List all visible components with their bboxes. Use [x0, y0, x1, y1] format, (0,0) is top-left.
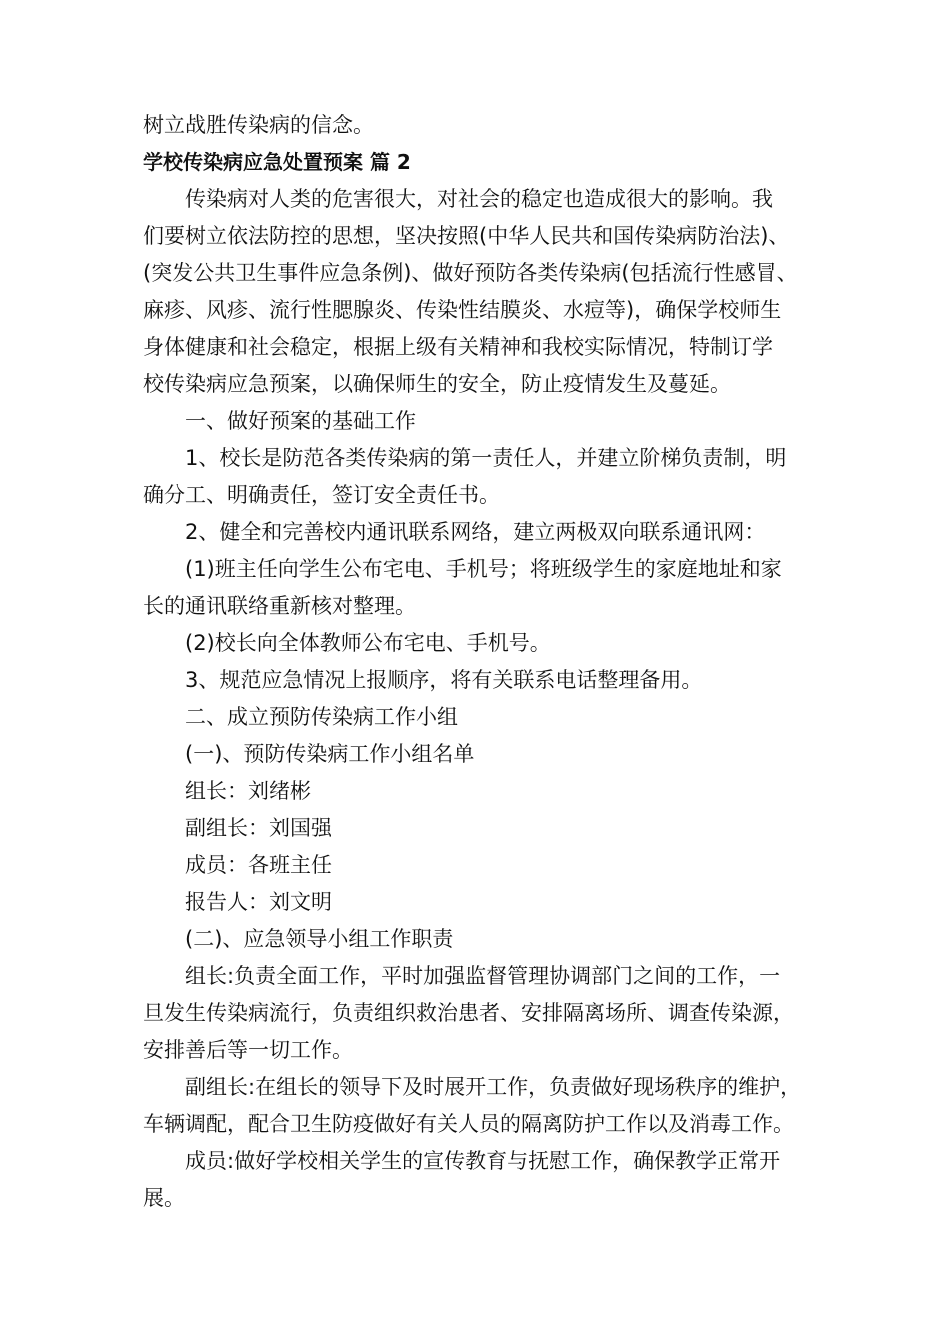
text-line: 校传染病应急预案，以确保师生的安全，防止疫情发生及蔓延。 — [143, 372, 731, 396]
text-line: 2、健全和完善校内通讯联系网络，建立两极双向联系通讯网： — [185, 520, 766, 544]
subheading-line: 一、做好预案的基础工作 — [185, 409, 416, 433]
text-line: 传染病对人类的危害很大，对社会的稳定也造成很大的影响。我 — [185, 187, 773, 211]
text-line: 身体健康和社会稳定，根据上级有关精神和我校实际情况，特制订学 — [143, 335, 773, 359]
text-line: (二)、应急领导小组工作职责 — [185, 927, 454, 951]
member-line: 成员：各班主任 — [185, 853, 332, 877]
text-line: (1)班主任向学生公布宅电、手机号；将班级学生的家庭地址和家 — [185, 557, 782, 581]
text-line: 安排善后等一切工作。 — [143, 1038, 353, 1062]
text-line: 麻疹、风疹、流行性腮腺炎、传染性结膜炎、水痘等)，确保学校师生 — [143, 298, 782, 322]
text-line: 确分工、明确责任，签订安全责任书。 — [143, 483, 500, 507]
text-line: 成员:做好学校相关学生的宣传教育与抚慰工作，确保教学正常开 — [185, 1149, 781, 1173]
text-line: 3、规范应急情况上报顺序，将有关联系电话整理备用。 — [185, 668, 703, 692]
text-line: (2)校长向全体教师公布宅电、手机号。 — [185, 631, 551, 655]
document-body — [143, 107, 843, 1217]
text-line: 组长:负责全面工作，平时加强监督管理协调部门之间的工作，一 — [185, 964, 781, 988]
text-line: 车辆调配，配合卫生防疫做好有关人员的隔离防护工作以及消毒工作。 — [143, 1112, 794, 1136]
text-line: 长的通讯联络重新核对整理。 — [143, 594, 416, 618]
section-heading: 学校传染病应急处置预案 篇 2 — [143, 150, 411, 174]
text-line: 旦发生传染病流行，负责组织救治患者、安排隔离场所、调查传染源， — [143, 1001, 794, 1025]
text-line: 展。 — [143, 1186, 185, 1210]
subheading-line: 二、成立预防传染病工作小组 — [185, 705, 458, 729]
text-line: 树立战胜传染病的信念。 — [143, 113, 374, 137]
text-line: 们要树立依法防控的思想，坚决按照(中华人民共和国传染病防治法)、 — [143, 224, 790, 248]
text-line: 副组长:在组长的领导下及时展开工作，负责做好现场秩序的维护， — [185, 1075, 802, 1099]
text-line: 1、校长是防范各类传染病的第一责任人，并建立阶梯负责制，明 — [185, 446, 787, 470]
text-line: (一)、预防传染病工作小组名单 — [185, 742, 475, 766]
member-line: 副组长：刘国强 — [185, 816, 332, 840]
text-line: (突发公共卫生事件应急条例)、做好预防各类传染病(包括流行性感冒、 — [143, 261, 798, 285]
member-line: 组长：刘绪彬 — [185, 779, 311, 803]
member-line: 报告人：刘文明 — [185, 890, 332, 914]
